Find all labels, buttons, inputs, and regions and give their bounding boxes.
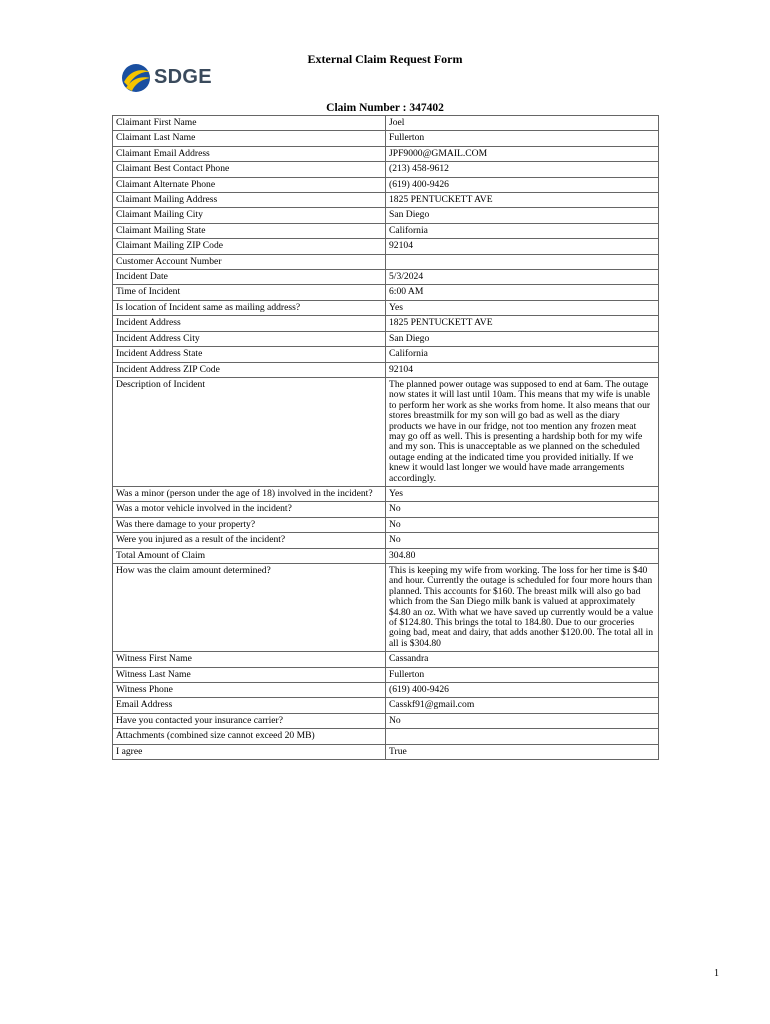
table-row: [113, 533, 659, 548]
field-label: Witness Phone: [113, 683, 386, 698]
field-label: Incident Address: [113, 316, 386, 331]
table-row: [113, 239, 659, 254]
field-value: Yes: [386, 300, 659, 315]
field-label: Incident Address State: [113, 347, 386, 362]
table-row: [113, 683, 659, 698]
table-row: [113, 744, 659, 759]
field-value: Fullerton: [386, 667, 659, 682]
field-value: California: [386, 223, 659, 238]
field-value: 1825 PENTUCKETT AVE: [386, 316, 659, 331]
claim-number: Claim Number : 347402: [326, 102, 444, 114]
table-row: [113, 564, 659, 652]
logo-text: SDGE: [154, 66, 212, 88]
table-row: [113, 331, 659, 346]
table-row: [113, 270, 659, 285]
field-value: Fullerton: [386, 131, 659, 146]
field-value: Yes: [386, 486, 659, 501]
field-value: (619) 400-9426: [386, 177, 659, 192]
table-row: [113, 667, 659, 682]
table-row: [113, 729, 659, 744]
table-row: [113, 131, 659, 146]
field-value: 5/3/2024: [386, 270, 659, 285]
field-label: Description of Incident: [113, 377, 386, 486]
field-label: Claimant Mailing ZIP Code: [113, 239, 386, 254]
table-row: [113, 652, 659, 667]
field-value: Casskf91@gmail.com: [386, 698, 659, 713]
sdge-logo: [120, 62, 220, 94]
field-label: Attachments (combined size cannot exceed 20 MB): [113, 729, 386, 744]
field-label: Was a motor vehicle involved in the incident?: [113, 502, 386, 517]
field-value: 92104: [386, 362, 659, 377]
field-value: 92104: [386, 239, 659, 254]
table-row: [113, 548, 659, 563]
field-value: Joel: [386, 116, 659, 131]
field-value: This is keeping my wife from working. The loss for her time is $40 and hour. Currently the outage is scheduled for four more hours than planned. This accounts for $160. The breast milk will also go bad which from the San Diego milk bank is valued at approximately $4.80 an oz. With what we have saved up currently would be a value of $124.80. This brings the total to 184.80. Due to our groceries going bad, meat and dairy, that adds another $120.00. The total all in all is $304.80: [386, 564, 659, 652]
table-row: [113, 146, 659, 161]
field-value: The planned power outage was supposed to end at 6am. The outage now states it will last until 10am. This means that my wife is unable to perform her work as she works from home. It also means that our stores breastmilk for my son will go bad as well as the diary products we have in our fridge, not too mention any frozen meat may go off as well. This is presenting a hardship both for my wife and my son. This is unacceptable as we planned on the scheduled outage ending at the indicated time you provided initially. If we knew it would last longer we would have made arrangements accordingly.: [386, 377, 659, 486]
table-row: [113, 502, 659, 517]
page-number: 1: [714, 968, 719, 979]
table-row: [113, 116, 659, 131]
table-row: [113, 486, 659, 501]
field-value: [386, 254, 659, 269]
field-value: Cassandra: [386, 652, 659, 667]
field-value: 6:00 AM: [386, 285, 659, 300]
field-label: Claimant Mailing State: [113, 223, 386, 238]
field-label: Incident Date: [113, 270, 386, 285]
field-value: No: [386, 533, 659, 548]
field-label: Witness Last Name: [113, 667, 386, 682]
field-label: Email Address: [113, 698, 386, 713]
field-label: Have you contacted your insurance carrier?: [113, 713, 386, 728]
table-row: [113, 517, 659, 532]
field-value: (619) 400-9426: [386, 683, 659, 698]
field-label: Total Amount of Claim: [113, 548, 386, 563]
field-value: True: [386, 744, 659, 759]
table-row: [113, 177, 659, 192]
field-value: No: [386, 502, 659, 517]
table-row: [113, 698, 659, 713]
field-value: San Diego: [386, 331, 659, 346]
field-label: Incident Address City: [113, 331, 386, 346]
field-label: Witness First Name: [113, 652, 386, 667]
field-label: Claimant Alternate Phone: [113, 177, 386, 192]
table-row: [113, 162, 659, 177]
table-row: [113, 347, 659, 362]
field-value: JPF9000@GMAIL.COM: [386, 146, 659, 161]
table-row: [113, 208, 659, 223]
field-value: No: [386, 517, 659, 532]
sdge-logo-icon: [120, 62, 152, 94]
form-title: External Claim Request Form: [307, 52, 463, 66]
claim-table: [112, 115, 659, 760]
field-label: Incident Address ZIP Code: [113, 362, 386, 377]
field-label: Was there damage to your property?: [113, 517, 386, 532]
field-label: Claimant Best Contact Phone: [113, 162, 386, 177]
field-label: Were you injured as a result of the incident?: [113, 533, 386, 548]
field-label: Claimant Mailing Address: [113, 193, 386, 208]
field-label: Claimant First Name: [113, 116, 386, 131]
field-label: Claimant Last Name: [113, 131, 386, 146]
field-value: No: [386, 713, 659, 728]
table-row: [113, 300, 659, 315]
table-row: [113, 193, 659, 208]
field-value: 1825 PENTUCKETT AVE: [386, 193, 659, 208]
field-value: 304.80: [386, 548, 659, 563]
field-value: San Diego: [386, 208, 659, 223]
table-row: [113, 362, 659, 377]
field-label: Time of Incident: [113, 285, 386, 300]
field-value: California: [386, 347, 659, 362]
field-label: Customer Account Number: [113, 254, 386, 269]
table-row: [113, 285, 659, 300]
field-label: Is location of Incident same as mailing address?: [113, 300, 386, 315]
table-row: [113, 316, 659, 331]
field-label: Claimant Mailing City: [113, 208, 386, 223]
field-label: I agree: [113, 744, 386, 759]
table-row: [113, 713, 659, 728]
field-label: Was a minor (person under the age of 18) involved in the incident?: [113, 486, 386, 501]
field-value: [386, 729, 659, 744]
field-value: (213) 458-9612: [386, 162, 659, 177]
field-label: How was the claim amount determined?: [113, 564, 386, 652]
table-row: [113, 377, 659, 486]
table-row: [113, 254, 659, 269]
field-label: Claimant Email Address: [113, 146, 386, 161]
table-row: [113, 223, 659, 238]
